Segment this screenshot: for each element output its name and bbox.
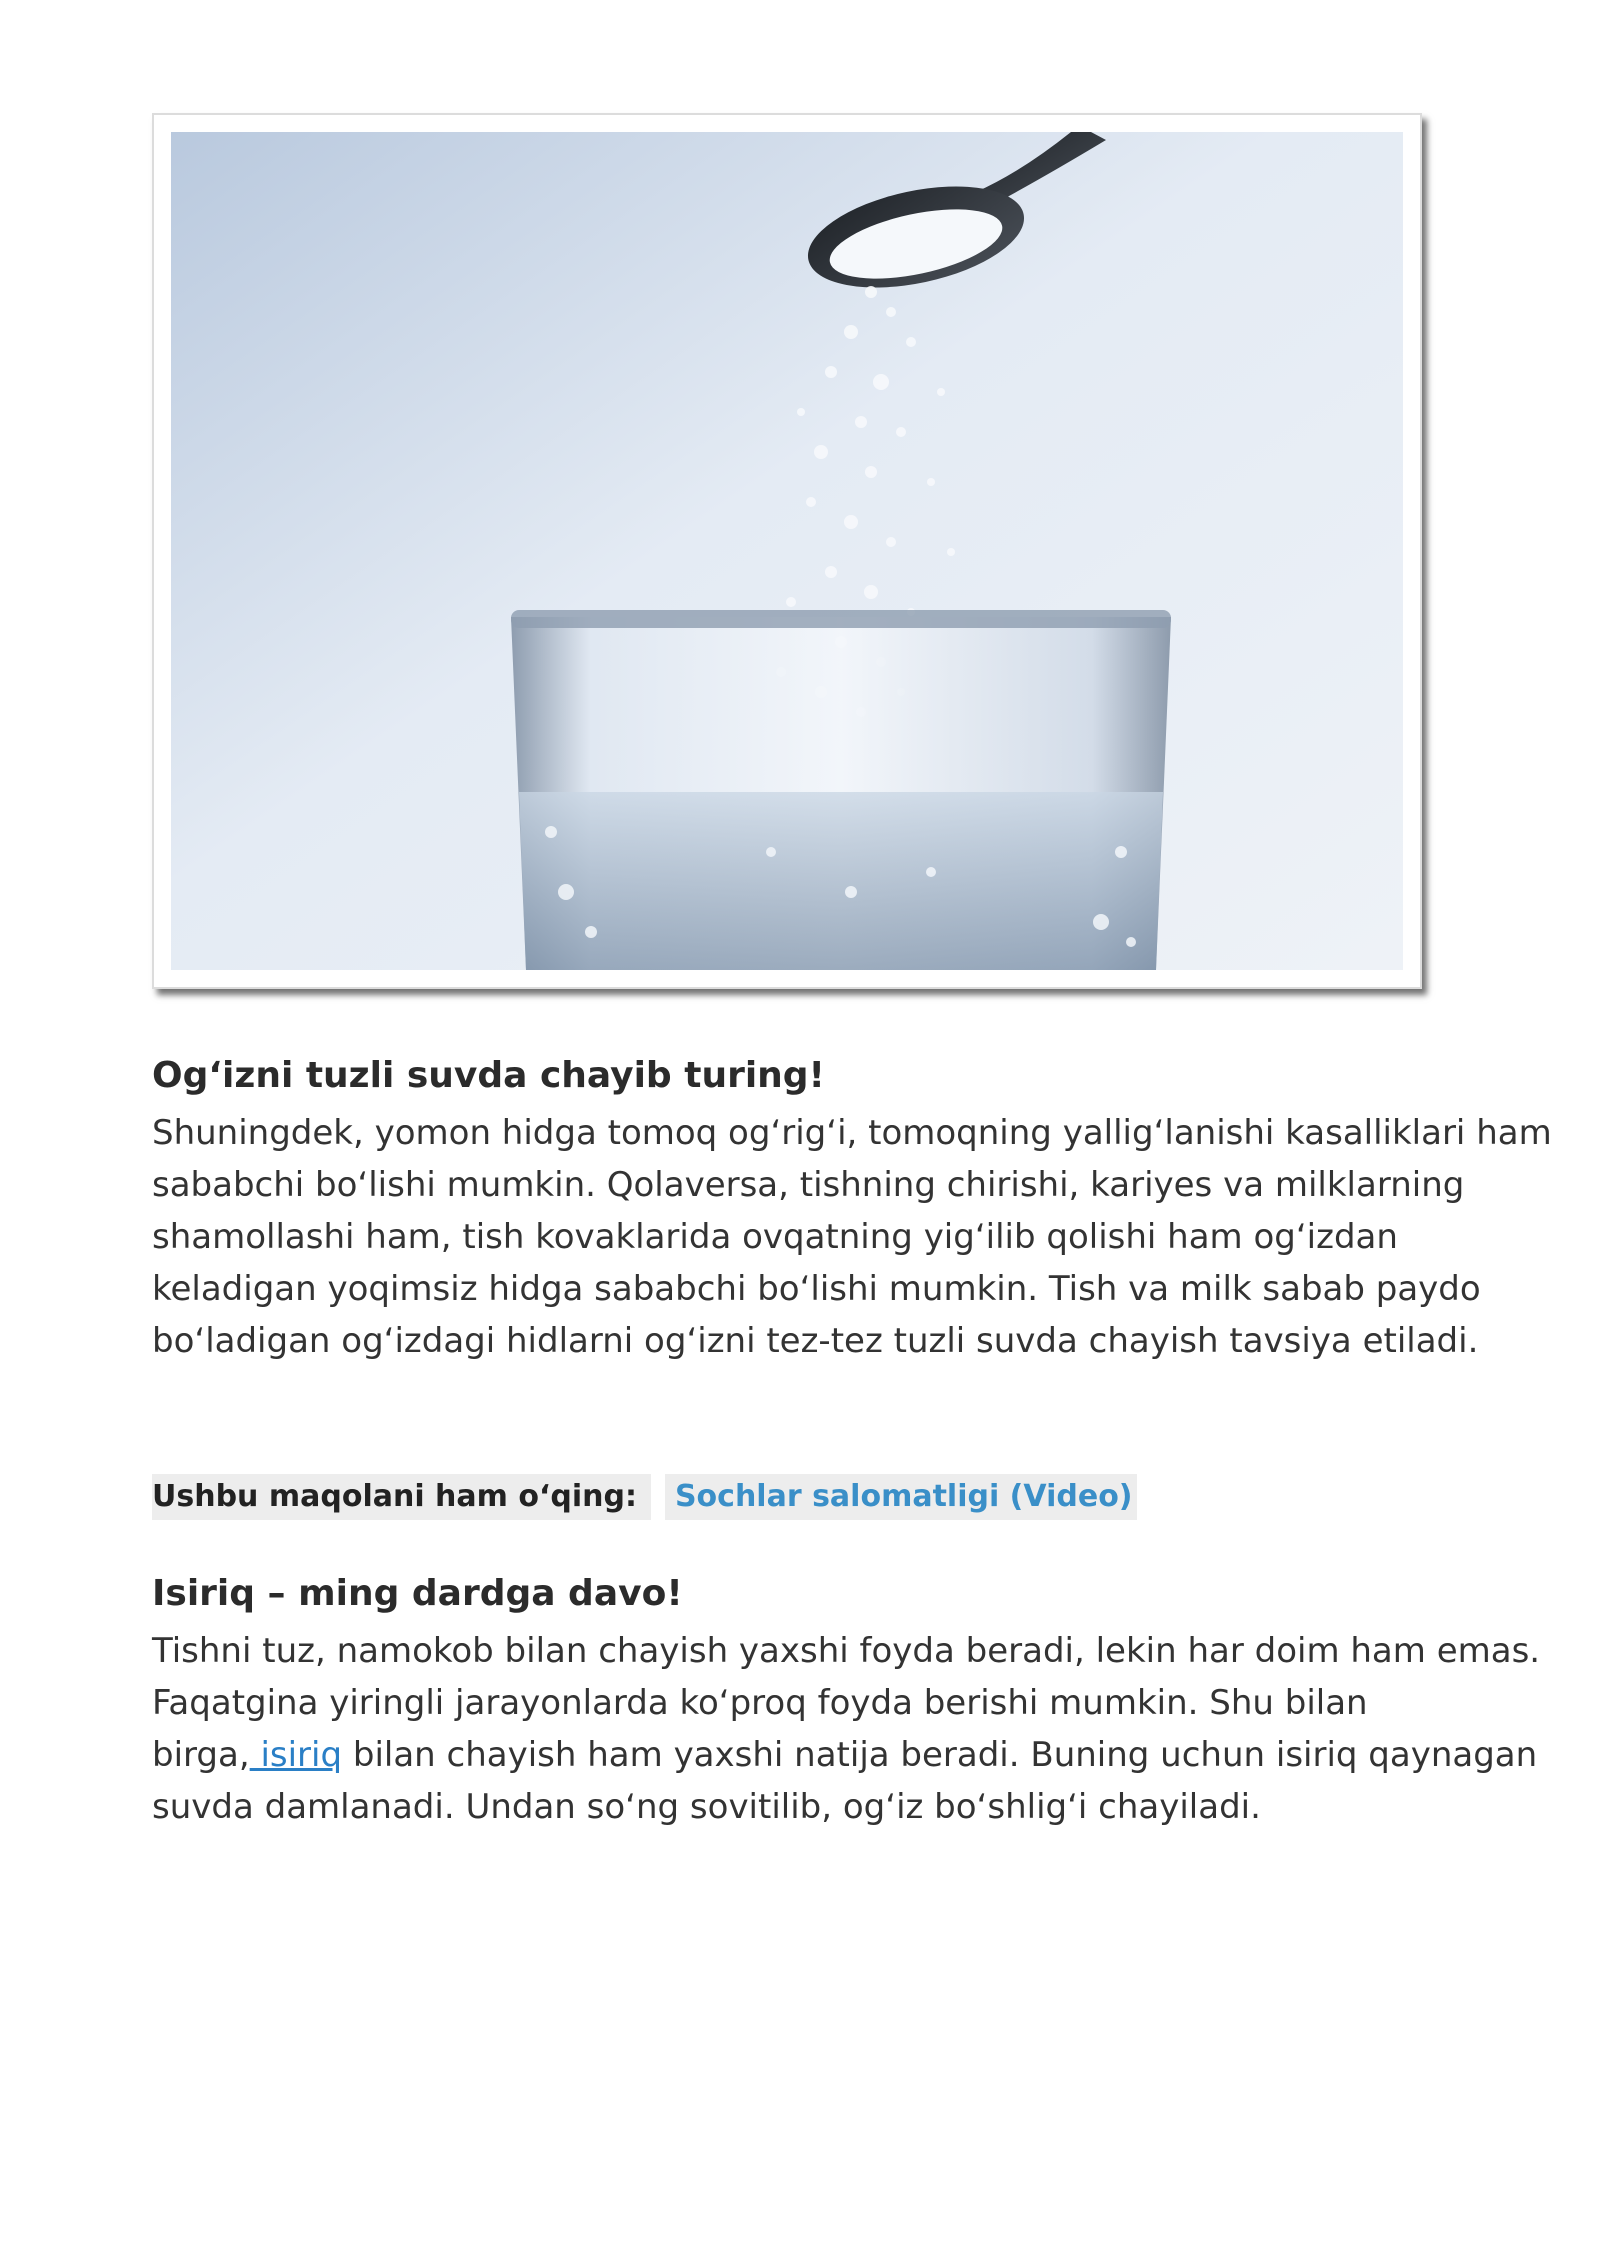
section1-line: Shuningdek, yomon hidga tomoq og‘rig‘i, tomoqning yallig‘lanishi kasalliklari ham [152,1113,1552,1153]
section1-paragraph [152,1107,1552,1367]
isiriq-link[interactable]: isiriq [249,1735,343,1775]
read-also-link[interactable]: Sochlar salomatligi (Video) [665,1474,1137,1520]
article-photo-frame [152,113,1422,989]
section2-line: suvda damlanadi. Undan so‘ng sovitilib, og‘iz bo‘shlig‘i chayiladi. [152,1787,1261,1827]
read-also-box [152,1474,1137,1520]
section1-line: sababchi bo‘lishi mumkin. Qolaversa, tishning chirishi, kariyes va milklarning [152,1165,1465,1205]
section1-line: keladigan yoqimsiz hidga sababchi bo‘lishi mumkin. Tish va milk sabab paydo [152,1269,1481,1309]
section2-line-text: birga, [152,1735,250,1775]
section2-line [152,1729,1538,1781]
section2-line: Faqatgina yiringli jarayonlarda ko‘proq foyda berishi mumkin. Shu bilan [152,1683,1368,1723]
section1-line: bo‘ladigan og‘izdagi hidlarni og‘izni tez-tez tuzli suvda chayish tavsiya etiladi. [152,1321,1479,1361]
section1-line: shamollashi ham, tish kovaklarida ovqatning yig‘ilib qolishi ham og‘izdan [152,1217,1398,1257]
section2-heading: Isiriq – ming dardga davo! [152,1573,683,1614]
section1-heading: Og‘izni tuzli suvda chayib turing! [152,1055,825,1096]
section2-line-text: bilan chayish ham yaxshi natija beradi. Buning uchun isiriq qaynagan [342,1735,1538,1775]
section2-line: Tishni tuz, namokob bilan chayish yaxshi foyda beradi, lekin har doim ham emas. [152,1631,1541,1671]
section2-paragraph [152,1625,1541,1833]
salt-spoon-water-glass-photo [171,132,1403,970]
read-also-label: Ushbu maqolani ham o‘qing: [152,1474,651,1520]
